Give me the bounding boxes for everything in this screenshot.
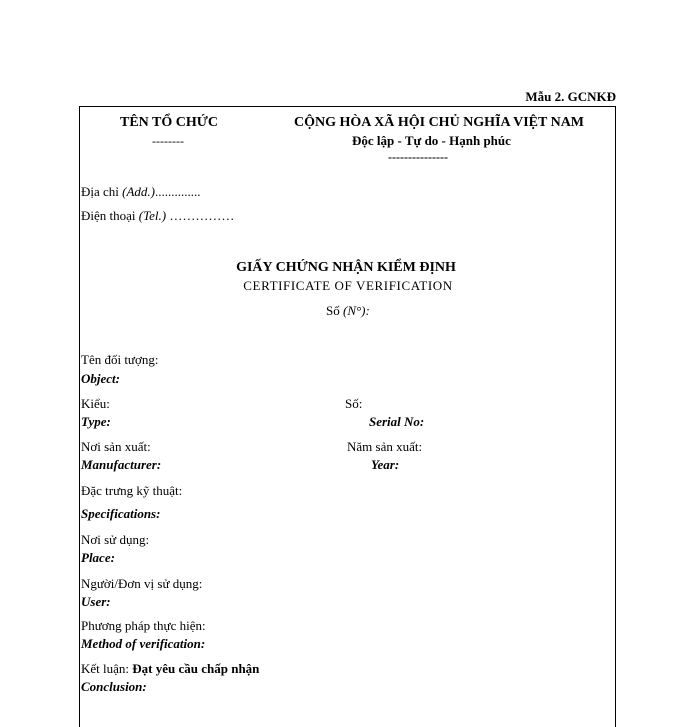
address-label: Địa chỉ: [81, 184, 123, 199]
manufacturer-label-en: Manufacturer:: [81, 457, 162, 472]
serial-label-en: Serial No:: [369, 414, 425, 429]
address-label-en: (Add.): [122, 184, 156, 199]
certificate-title-en-wrap: [0, 277, 700, 295]
org-name: TÊN TỔ CHỨC: [120, 115, 219, 130]
nation-name: CỘNG HÒA XÃ HỘI CHỦ NGHĨA VIỆT NAM: [294, 115, 585, 130]
address-line: [81, 184, 201, 200]
type-label-en: Type:: [81, 414, 111, 429]
address-value: ..............: [155, 184, 201, 199]
manufacturer-label: Nơi sản xuất:: [81, 439, 151, 454]
type-label: Kiểu:: [81, 396, 110, 411]
phone-line: [81, 208, 234, 224]
object-label-en: Object:: [81, 371, 120, 386]
conclusion-line: [81, 661, 259, 677]
serial-label: Số:: [345, 396, 363, 411]
motto-divider: ---------------: [388, 150, 448, 164]
certificate-title: [0, 258, 700, 276]
conclusion-value: Đạt yêu cầu chấp nhận: [132, 661, 260, 676]
method-label-en: Method of verification:: [81, 636, 206, 651]
method-label: Phương pháp thực hiện:: [81, 618, 206, 633]
year-label: Năm sản xuất:: [347, 439, 423, 454]
phone-label: Điện thoại: [81, 208, 139, 223]
conclusion-label: Kết luận:: [81, 661, 133, 676]
certificate-title-vn: GIẤY CHỨNG NHẬN KIỂM ĐỊNH: [236, 260, 456, 275]
place-label-en: Place:: [81, 550, 115, 565]
spec-label-en: Specifications:: [81, 506, 161, 521]
year-label-en: Year:: [371, 457, 400, 472]
user-label-en: User:: [81, 594, 111, 609]
certificate-number-label: Số: [326, 303, 343, 318]
phone-value: ……………: [166, 208, 235, 223]
spec-label: Đặc trưng kỹ thuật:: [81, 483, 183, 498]
org-divider: --------: [152, 134, 184, 148]
certificate-title-en: CERTIFICATE OF VERIFICATION: [243, 278, 453, 293]
object-label: Tên đối tượng:: [81, 352, 159, 367]
user-label: Người/Đơn vị sử dụng:: [81, 576, 203, 591]
place-label: Nơi sử dụng:: [81, 532, 150, 547]
certificate-number-en: (N°):: [342, 303, 370, 318]
conclusion-label-en: Conclusion:: [81, 679, 147, 694]
phone-label-en: (Tel.): [138, 208, 167, 223]
form-code: Mẫu 2. GCNKĐ: [525, 89, 616, 104]
national-motto: Độc lập - Tự do - Hạnh phúc: [352, 133, 511, 148]
certificate-number: [326, 303, 370, 319]
